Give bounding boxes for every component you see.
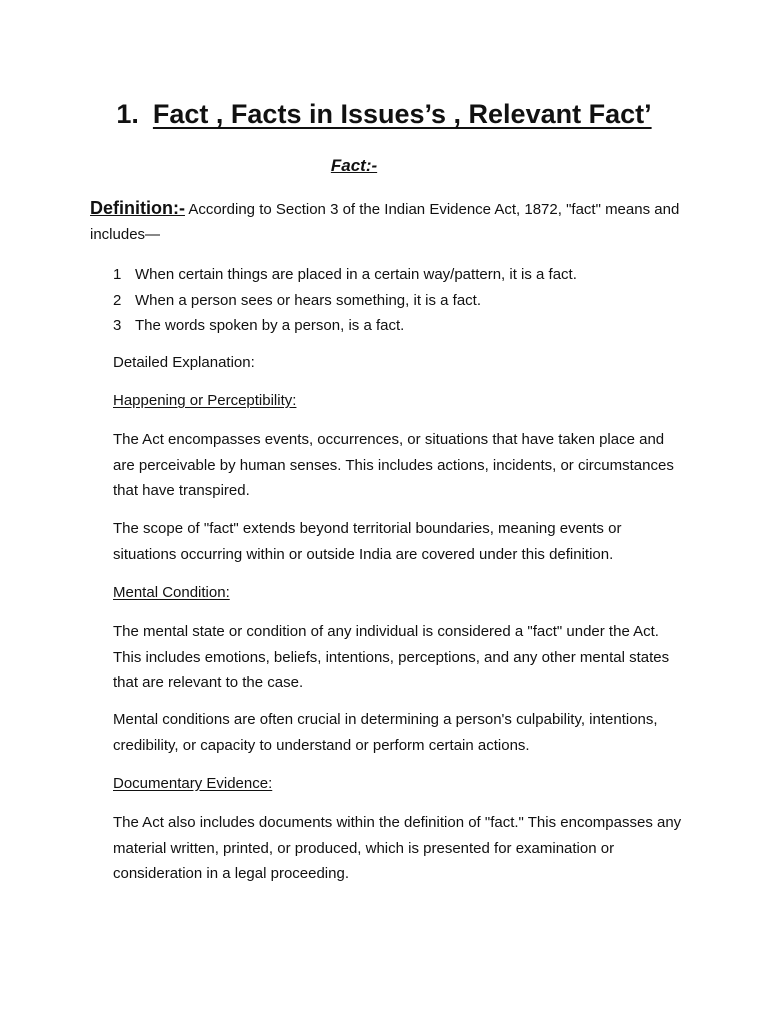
title-text: Fact , Facts in Issues’s , Relevant Fact’ — [152, 99, 652, 129]
documentary-evidence-heading: Documentary Evidence: — [113, 775, 273, 792]
happening-paragraph-1: The Act encompasses events, occurrences, or situations that have taken place and are perceivable by human senses. This includes actions, incidents, or circumstances that have transpired. — [113, 431, 674, 499]
list-item-text: When certain things are placed in a certain way/pattern, it is a fact. — [135, 266, 577, 283]
mental-condition-heading: Mental Condition: — [113, 584, 230, 601]
list-item-number: 2 — [113, 291, 122, 309]
list-item-text: When a person sees or hears something, it is a fact. — [135, 291, 482, 309]
definition-paragraph — [90, 196, 690, 247]
happening-heading: Happening or Perceptibility: — [113, 392, 297, 409]
definition-label: Definition:- — [90, 198, 185, 218]
mental-paragraph-2: Mental conditions are often crucial in determining a person's culpability, intentions, credibility, or capacity to understand or perform certain actions. — [113, 711, 658, 754]
page-title — [0, 96, 768, 132]
happening-paragraph-2: The scope of "fact" extends beyond territorial boundaries, meaning events or situations occurring within or outside India are covered under this definition. — [113, 520, 622, 563]
list-item-number: 3 — [113, 317, 122, 334]
title-number: 1. — [116, 99, 139, 129]
mental-paragraph-1: The mental state or condition of any individual is considered a "fact" under the Act. This includes emotions, beliefs, intentions, perceptions, and any other mental states that are relevant to the case. — [113, 623, 670, 691]
list-item-text: The words spoken by a person, is a fact. — [135, 317, 405, 334]
documentary-paragraph-1: The Act also includes documents within the definition of "fact." This encompasses any material written, printed, or produced, which is presented for examination or consideration in a legal proceeding. — [113, 814, 682, 882]
fact-list — [113, 262, 703, 339]
list-item — [113, 262, 703, 288]
list-item — [113, 313, 703, 339]
definition-text: According to Section 3 of the Indian Evidence Act, 1872, "fact" means and includes— — [90, 201, 680, 243]
fact-subheading: Fact:- — [330, 156, 378, 175]
list-item — [113, 288, 703, 314]
list-item-number: 1 — [113, 266, 122, 283]
detailed-explanation-heading: Detailed Explanation: — [113, 354, 255, 371]
